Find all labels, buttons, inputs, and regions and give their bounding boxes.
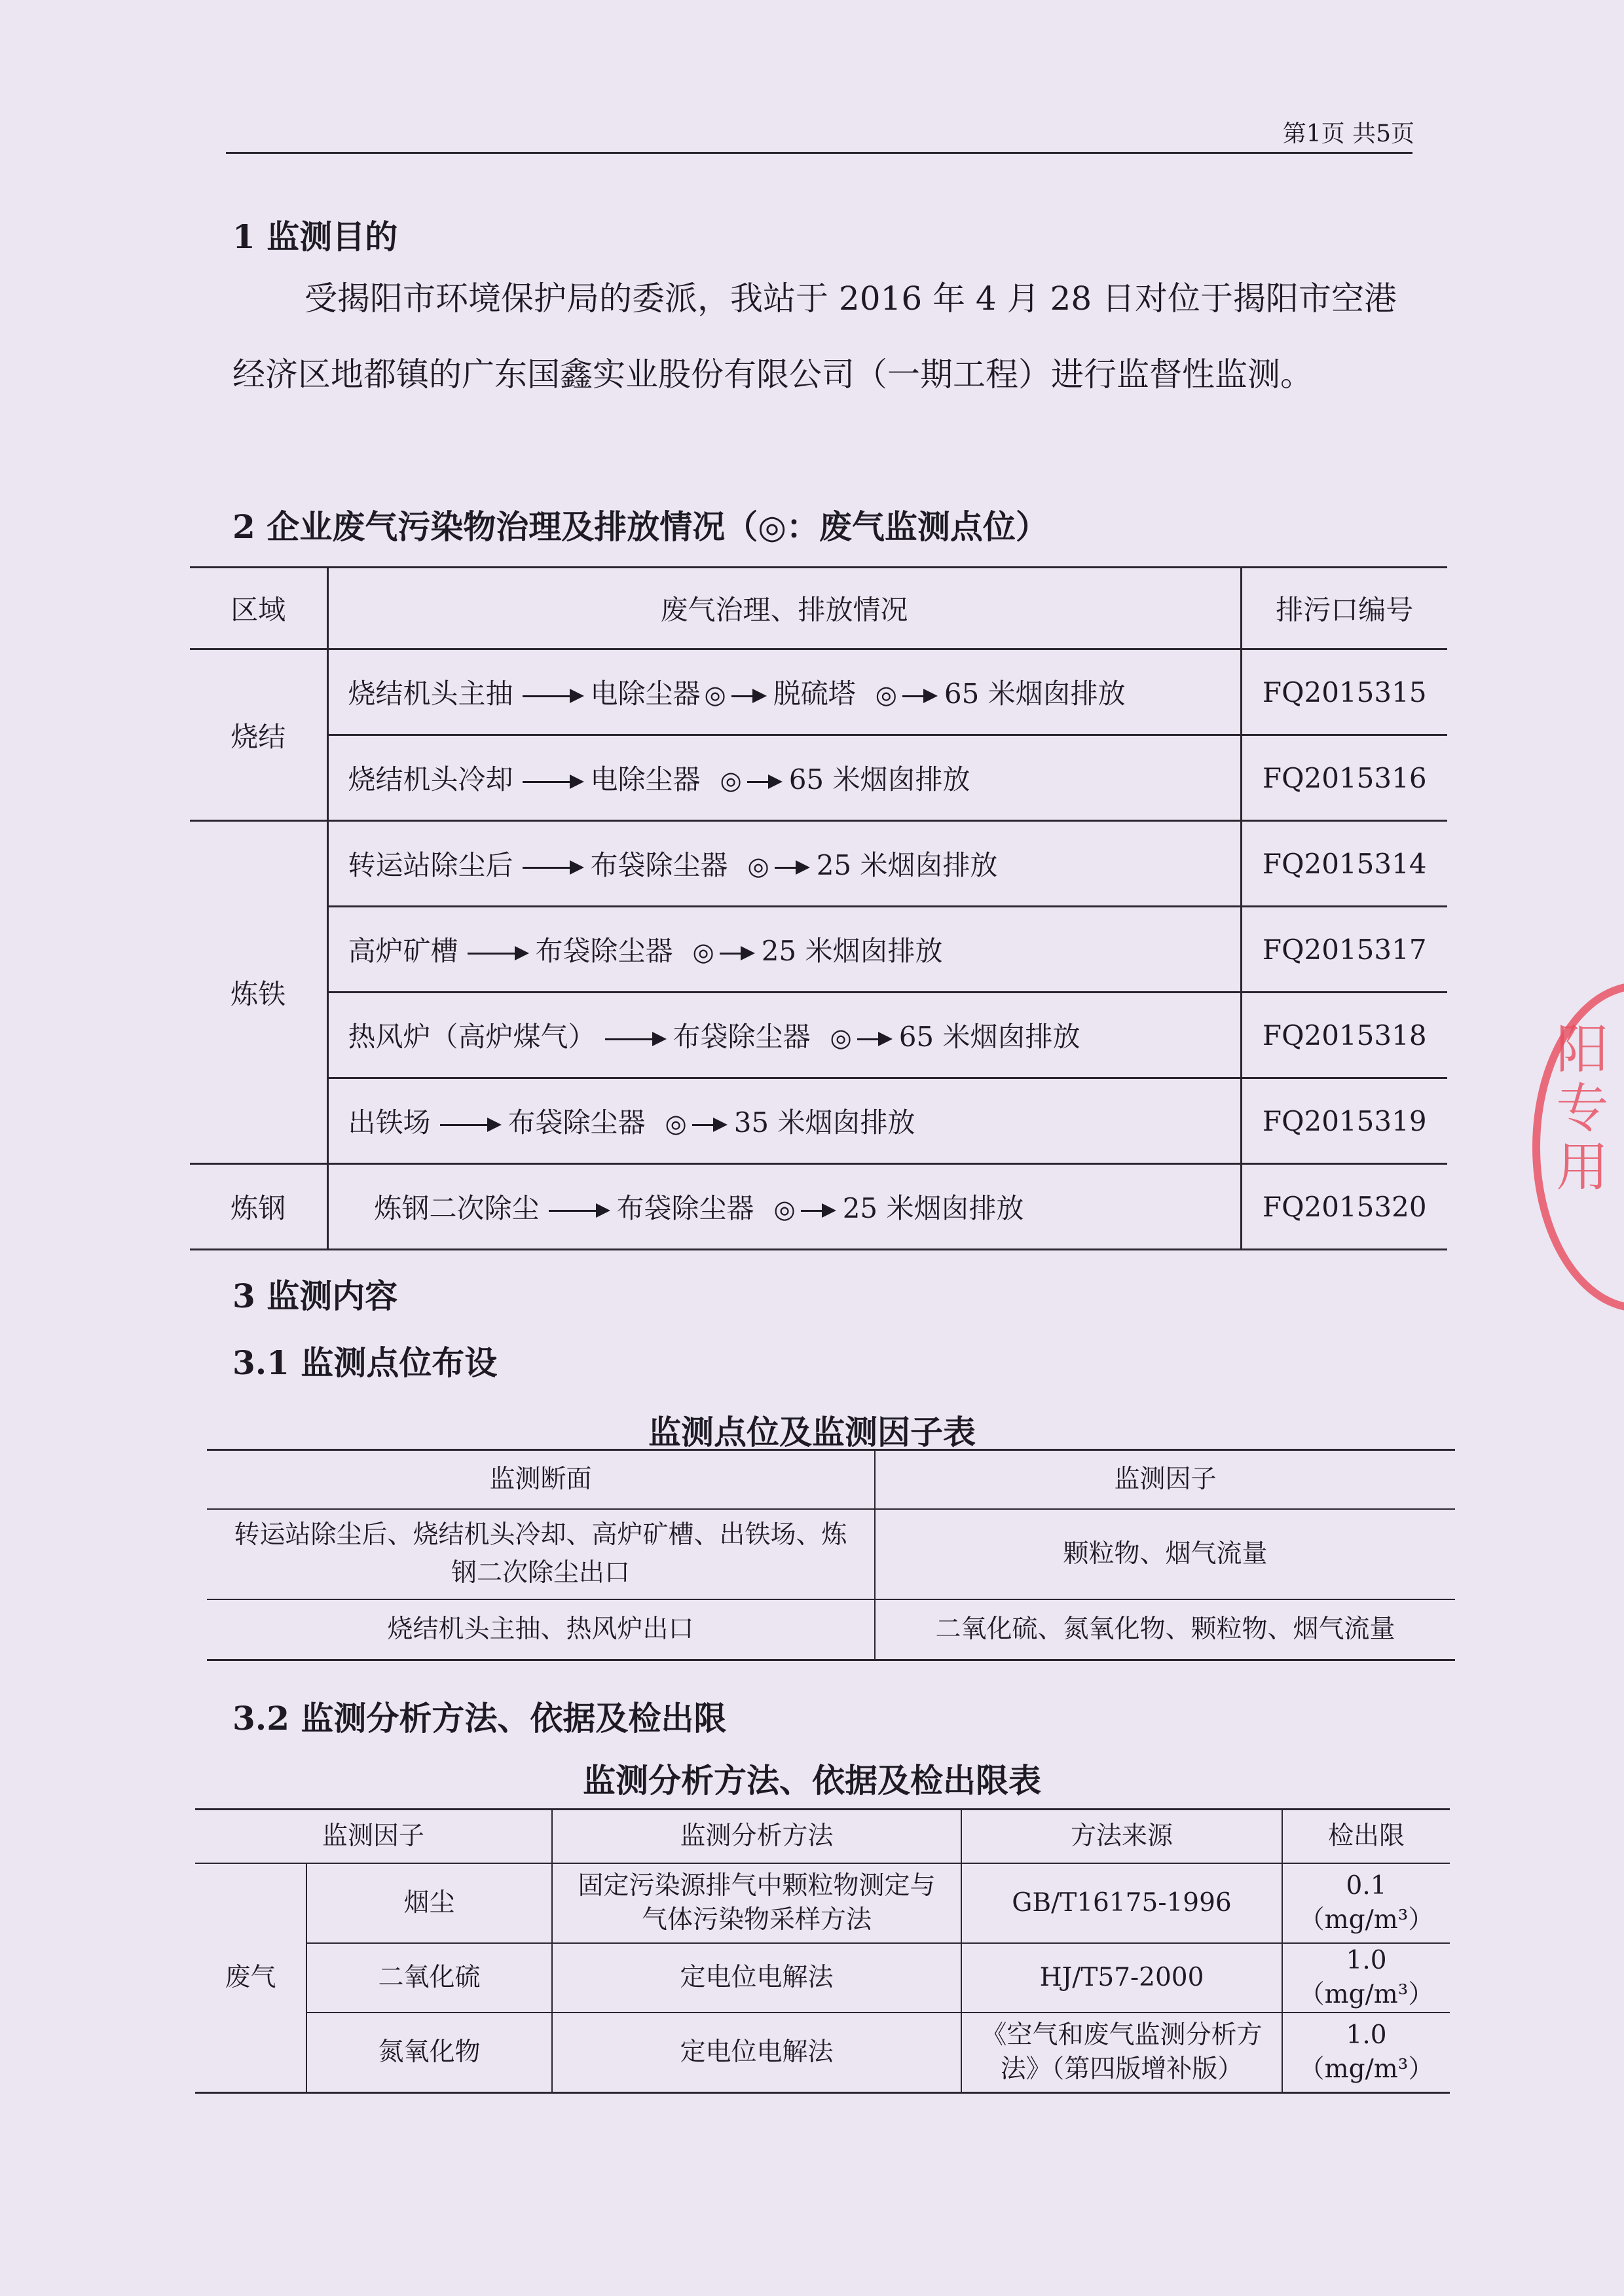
process-step: 炼钢二次除尘 [374, 1192, 540, 1224]
analysis-methods-table [195, 1808, 1450, 2094]
arrow-icon [605, 1038, 664, 1040]
process-step: 布袋除尘器 [590, 849, 728, 881]
arrow-icon [440, 1124, 499, 1126]
table-row [195, 1863, 1450, 1943]
table-row [190, 907, 1447, 993]
page-number: 第1页 共5页 [1282, 120, 1414, 147]
limit-cell: 1.0（mg/m³） [1282, 2013, 1450, 2093]
method-cell: 定电位电解法 [552, 2013, 961, 2093]
arrow-icon [731, 695, 764, 697]
zone-ironmaking: 炼铁 [190, 821, 327, 1164]
table-row [190, 735, 1447, 821]
process-step: 布袋除尘器 [616, 1192, 754, 1224]
outlet-code: FQ2015319 [1241, 1078, 1447, 1164]
zone-steelmaking: 炼钢 [190, 1164, 327, 1250]
process-step: 布袋除尘器 [535, 935, 673, 967]
source-cell: HJ/T57-2000 [961, 1943, 1282, 2013]
process-step: 65 米烟囱排放 [898, 1021, 1080, 1053]
process-step: 25 米烟囱排放 [842, 1192, 1024, 1224]
monitoring-points-table [207, 1449, 1455, 1661]
arrow-icon [775, 867, 807, 869]
table-row [190, 649, 1447, 735]
source-cell: 《空气和废气监测分析方法》（第四版增补版） [961, 2013, 1282, 2093]
header-monitor-factors: 监测因子 [875, 1450, 1455, 1510]
process-step: 出铁场 [348, 1106, 431, 1139]
monitor-point-icon: ◎ [830, 1023, 852, 1052]
process-step: 25 米烟囱排放 [761, 935, 943, 967]
process-cell [327, 1164, 1241, 1250]
arrow-icon [857, 1038, 890, 1040]
section1-heading: 1 监测目的 [232, 217, 398, 256]
emission-table-header [190, 568, 1447, 649]
process-step: 65 米烟囱排放 [944, 678, 1126, 710]
process-step: 电除尘器 [590, 678, 701, 710]
process-step: 65 米烟囱排放 [788, 763, 970, 795]
process-cell [327, 1078, 1241, 1164]
header-outlet: 排污口编号 [1241, 568, 1447, 649]
header-limit: 检出限 [1282, 1810, 1450, 1864]
arrow-icon [692, 1124, 725, 1126]
process-step: 烧结机头冷却 [348, 763, 513, 795]
monitor-point-icon: ◎ [704, 680, 726, 709]
header-method: 监测分析方法 [552, 1810, 961, 1864]
process-cell [327, 649, 1241, 735]
section2-heading: 2 企业废气污染物治理及排放情况（◎：废气监测点位） [232, 507, 1048, 546]
monitor-point-icon: ◎ [720, 766, 742, 795]
analysis-methods-table-header [195, 1810, 1450, 1864]
table-row [195, 1943, 1450, 2013]
analysis-methods-table-title: 监测分析方法、依据及检出限表 [583, 1761, 1041, 1800]
outlet-code: FQ2015314 [1241, 821, 1447, 907]
header-factor: 监测因子 [195, 1810, 552, 1864]
category-cell: 废气 [195, 1863, 306, 2093]
process-cell [327, 821, 1241, 907]
process-step: 热风炉（高炉煤气） [348, 1021, 596, 1053]
arrow-icon [523, 867, 581, 869]
arrow-icon [523, 695, 581, 697]
section3-1-heading: 3.1 监测点位布设 [232, 1343, 498, 1382]
factor-cell: 氮氧化物 [306, 2013, 552, 2093]
monitor-section-cell: 烧结机头主抽、热风炉出口 [207, 1599, 875, 1660]
process-step: 转运站除尘后 [348, 849, 513, 881]
table-row [190, 993, 1447, 1078]
table-row [207, 1509, 1455, 1599]
process-step: 烧结机头主抽 [348, 678, 513, 710]
source-cell: GB/T16175-1996 [961, 1863, 1282, 1943]
process-cell [327, 993, 1241, 1078]
arrow-icon [549, 1210, 608, 1212]
arrow-icon [801, 1210, 834, 1212]
process-cell [327, 735, 1241, 821]
factor-cell: 二氧化硫 [306, 1943, 552, 2013]
monitor-point-icon: ◎ [747, 852, 769, 881]
table-row [190, 1164, 1447, 1250]
process-step: 25 米烟囱排放 [816, 849, 998, 881]
process-step: 布袋除尘器 [507, 1106, 646, 1139]
process-step: 35 米烟囱排放 [733, 1106, 915, 1139]
header-process: 废气治理、排放情况 [327, 568, 1241, 649]
zone-sintering: 烧结 [190, 649, 327, 821]
process-step: 布袋除尘器 [673, 1021, 811, 1053]
limit-cell: 1.0（mg/m³） [1282, 1943, 1450, 2013]
monitoring-points-table-header [207, 1450, 1455, 1510]
monitor-factor-cell: 二氧化硫、氮氧化物、颗粒物、烟气流量 [875, 1599, 1455, 1660]
arrow-icon [747, 781, 780, 783]
outlet-code: FQ2015320 [1241, 1164, 1447, 1250]
outlet-code: FQ2015316 [1241, 735, 1447, 821]
header-source: 方法来源 [961, 1810, 1282, 1864]
emission-table [190, 566, 1447, 1250]
monitor-point-icon: ◎ [773, 1195, 796, 1224]
header-zone: 区域 [190, 568, 327, 649]
monitoring-points-table-title: 监测点位及监测因子表 [648, 1413, 976, 1451]
outlet-code: FQ2015318 [1241, 993, 1447, 1078]
arrow-icon [902, 695, 935, 697]
outlet-code: FQ2015315 [1241, 649, 1447, 735]
limit-cell: 0.1（mg/m³） [1282, 1863, 1450, 1943]
header-rule [226, 152, 1412, 154]
monitor-factor-cell: 颗粒物、烟气流量 [875, 1509, 1455, 1599]
process-step: 脱硫塔 [773, 678, 856, 710]
section3-heading: 3 监测内容 [232, 1277, 398, 1315]
arrow-icon [523, 781, 581, 783]
header-monitor-section: 监测断面 [207, 1450, 875, 1510]
method-cell: 定电位电解法 [552, 1943, 961, 2013]
arrow-icon [720, 953, 752, 955]
table-row [190, 1078, 1447, 1164]
method-cell: 固定污染源排气中颗粒物测定与气体污染物采样方法 [552, 1863, 961, 1943]
table-row [195, 2013, 1450, 2093]
monitor-point-icon: ◎ [665, 1109, 687, 1138]
monitor-point-icon: ◎ [875, 680, 897, 709]
section3-2-heading: 3.2 监测分析方法、依据及检出限 [232, 1699, 727, 1738]
factor-cell: 烟尘 [306, 1863, 552, 1943]
red-seal-text: 阳专用 [1547, 1021, 1608, 1198]
monitor-section-cell: 转运站除尘后、烧结机头冷却、高炉矿槽、出铁场、炼钢二次除尘出口 [207, 1509, 875, 1599]
table-row [207, 1599, 1455, 1660]
process-cell [327, 907, 1241, 993]
process-step: 电除尘器 [590, 763, 701, 795]
arrow-icon [468, 953, 526, 955]
monitor-point-icon: ◎ [692, 938, 714, 966]
outlet-code: FQ2015317 [1241, 907, 1447, 993]
section1-body: 受揭阳市环境保护局的委派，我站于 2016 年 4 月 28 日对位于揭阳市空港经济区地都镇的广东国鑫实业股份有限公司（一期工程）进行监督性监测。 [232, 280, 1397, 393]
process-step: 高炉矿槽 [348, 935, 458, 967]
table-row [190, 821, 1447, 907]
